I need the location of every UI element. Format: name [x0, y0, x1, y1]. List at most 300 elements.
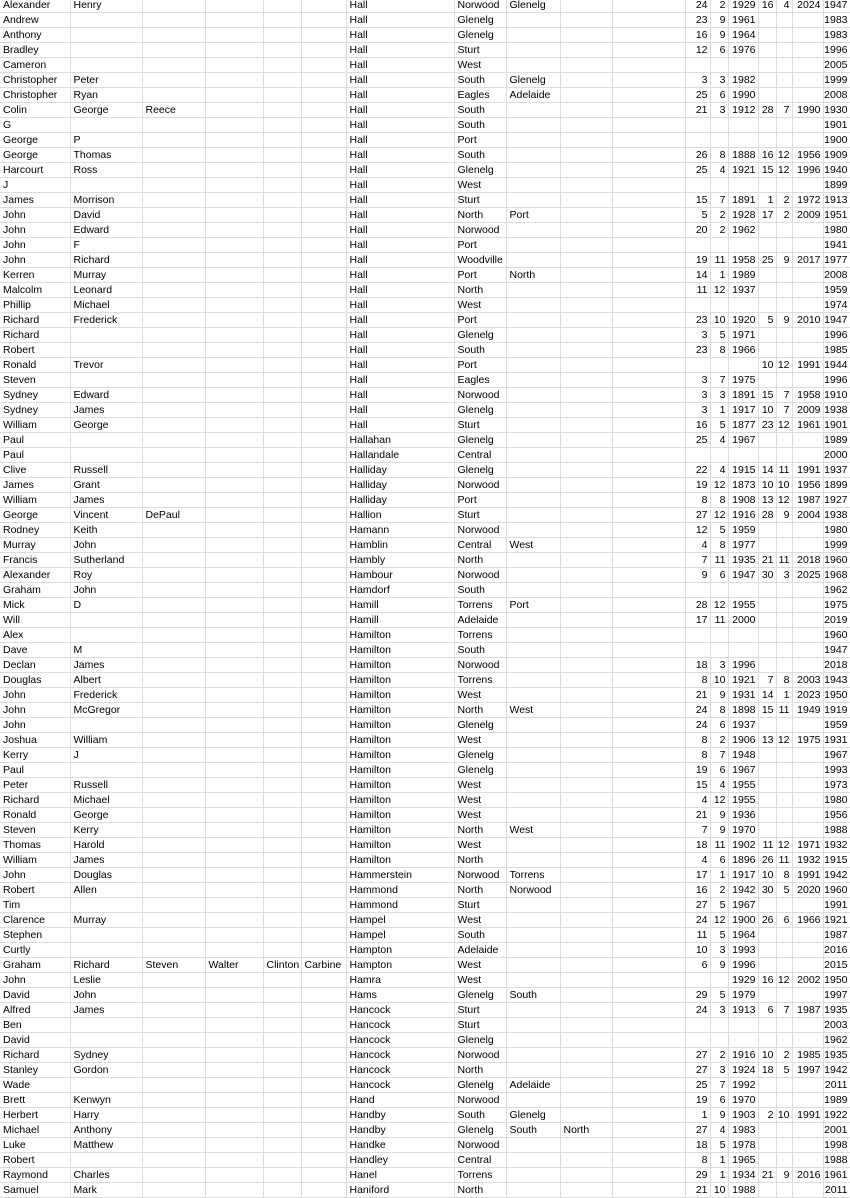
cell[interactable]: 8	[685, 1153, 710, 1168]
cell[interactable]: 11	[685, 928, 710, 943]
cell[interactable]: 10	[710, 673, 728, 688]
cell[interactable]	[301, 733, 346, 748]
cell[interactable]	[506, 808, 560, 823]
cell[interactable]	[263, 1018, 301, 1033]
cell[interactable]	[612, 43, 685, 58]
cell[interactable]: 23	[685, 313, 710, 328]
cell[interactable]: Hampel	[346, 913, 454, 928]
cell[interactable]: Henry	[70, 0, 142, 13]
cell[interactable]: 15	[758, 388, 776, 403]
cell[interactable]	[612, 1153, 685, 1168]
cell[interactable]	[776, 538, 792, 553]
cell[interactable]: 2	[710, 208, 728, 223]
cell[interactable]	[560, 208, 612, 223]
cell[interactable]	[758, 328, 776, 343]
cell[interactable]: Christopher	[0, 73, 70, 88]
cell[interactable]: James	[70, 853, 142, 868]
cell[interactable]	[506, 463, 560, 478]
cell[interactable]	[685, 238, 710, 253]
cell[interactable]: William	[70, 733, 142, 748]
cell[interactable]: 24	[685, 0, 710, 13]
cell[interactable]: Port	[506, 208, 560, 223]
cell[interactable]	[560, 538, 612, 553]
cell[interactable]: Edward	[70, 388, 142, 403]
cell[interactable]: Paul	[0, 448, 70, 463]
cell[interactable]: 12	[776, 973, 792, 988]
cell[interactable]	[560, 58, 612, 73]
cell[interactable]	[506, 733, 560, 748]
cell[interactable]	[506, 793, 560, 808]
cell[interactable]: Hamilton	[346, 673, 454, 688]
cell[interactable]: 26	[758, 853, 776, 868]
cell[interactable]	[205, 913, 263, 928]
cell[interactable]: 25	[685, 433, 710, 448]
cell[interactable]: 1938	[823, 403, 850, 418]
cell[interactable]	[263, 1108, 301, 1123]
cell[interactable]	[205, 1018, 263, 1033]
cell[interactable]	[205, 343, 263, 358]
cell[interactable]	[142, 688, 205, 703]
cell[interactable]	[758, 343, 776, 358]
cell[interactable]: Murray	[0, 538, 70, 553]
cell[interactable]	[301, 1033, 346, 1048]
cell[interactable]: Cameron	[0, 58, 70, 73]
cell[interactable]	[560, 433, 612, 448]
cell[interactable]: Hall	[346, 208, 454, 223]
cell[interactable]: 3	[710, 943, 728, 958]
cell[interactable]	[205, 73, 263, 88]
cell[interactable]: 21	[758, 1168, 776, 1183]
cell[interactable]	[263, 373, 301, 388]
cell[interactable]	[263, 868, 301, 883]
cell[interactable]	[70, 43, 142, 58]
cell[interactable]: Kenwyn	[70, 1093, 142, 1108]
cell[interactable]	[506, 853, 560, 868]
cell[interactable]: 11	[710, 253, 728, 268]
cell[interactable]	[560, 103, 612, 118]
cell[interactable]	[560, 463, 612, 478]
cell[interactable]: 1985	[792, 1048, 823, 1063]
cell[interactable]	[792, 133, 823, 148]
cell[interactable]	[205, 838, 263, 853]
cell[interactable]	[792, 1183, 823, 1198]
cell[interactable]: 1900	[823, 133, 850, 148]
cell[interactable]: Thomas	[70, 148, 142, 163]
cell[interactable]: P	[70, 133, 142, 148]
cell[interactable]	[612, 808, 685, 823]
cell[interactable]: West	[454, 778, 506, 793]
cell[interactable]	[612, 673, 685, 688]
cell[interactable]: Thomas	[0, 838, 70, 853]
cell[interactable]	[612, 478, 685, 493]
cell[interactable]	[142, 718, 205, 733]
cell[interactable]	[612, 1093, 685, 1108]
cell[interactable]: West	[454, 58, 506, 73]
cell[interactable]	[776, 1018, 792, 1033]
cell[interactable]	[612, 373, 685, 388]
cell[interactable]	[685, 973, 710, 988]
cell[interactable]	[612, 178, 685, 193]
cell[interactable]: Hall	[346, 253, 454, 268]
cell[interactable]	[506, 358, 560, 373]
cell[interactable]: Douglas	[0, 673, 70, 688]
cell[interactable]: 1975	[728, 373, 758, 388]
cell[interactable]	[776, 118, 792, 133]
cell[interactable]: 9	[710, 688, 728, 703]
cell[interactable]: Haniford	[346, 1183, 454, 1198]
cell[interactable]: Glenelg	[506, 0, 560, 13]
cell[interactable]: Norwood	[454, 868, 506, 883]
cell[interactable]	[205, 1003, 263, 1018]
cell[interactable]: 1947	[823, 643, 850, 658]
cell[interactable]	[792, 778, 823, 793]
cell[interactable]	[612, 28, 685, 43]
cell[interactable]: 1951	[823, 208, 850, 223]
cell[interactable]	[301, 103, 346, 118]
cell[interactable]	[792, 343, 823, 358]
cell[interactable]: Gordon	[70, 1063, 142, 1078]
cell[interactable]: 1974	[823, 298, 850, 313]
cell[interactable]: Stanley	[0, 1063, 70, 1078]
cell[interactable]	[142, 43, 205, 58]
cell[interactable]: Sydney	[70, 1048, 142, 1063]
cell[interactable]: Leslie	[70, 973, 142, 988]
cell[interactable]	[142, 1033, 205, 1048]
cell[interactable]	[792, 943, 823, 958]
cell[interactable]: 9	[710, 28, 728, 43]
cell[interactable]	[142, 583, 205, 598]
cell[interactable]: South	[454, 643, 506, 658]
cell[interactable]: 11	[776, 853, 792, 868]
cell[interactable]: Hamilton	[346, 808, 454, 823]
cell[interactable]: Hallandale	[346, 448, 454, 463]
cell[interactable]: McGregor	[70, 703, 142, 718]
cell[interactable]	[263, 928, 301, 943]
cell[interactable]: Handby	[346, 1123, 454, 1138]
cell[interactable]: Roy	[70, 568, 142, 583]
cell[interactable]	[205, 1048, 263, 1063]
cell[interactable]	[142, 613, 205, 628]
cell[interactable]: 12	[776, 358, 792, 373]
cell[interactable]	[263, 298, 301, 313]
cell[interactable]: 1950	[823, 688, 850, 703]
cell[interactable]	[612, 433, 685, 448]
cell[interactable]	[612, 1018, 685, 1033]
cell[interactable]: 1900	[728, 913, 758, 928]
cell[interactable]	[728, 448, 758, 463]
cell[interactable]	[506, 1018, 560, 1033]
cell[interactable]: George	[70, 808, 142, 823]
cell[interactable]: Hampton	[346, 958, 454, 973]
cell[interactable]: Hall	[346, 148, 454, 163]
cell[interactable]	[70, 58, 142, 73]
cell[interactable]: 1987	[792, 1003, 823, 1018]
cell[interactable]: 14	[758, 688, 776, 703]
cell[interactable]: Hallahan	[346, 433, 454, 448]
cell[interactable]: Hamilton	[346, 853, 454, 868]
cell[interactable]: 1913	[823, 193, 850, 208]
cell[interactable]	[612, 973, 685, 988]
cell[interactable]	[612, 1003, 685, 1018]
cell[interactable]: 8	[685, 733, 710, 748]
cell[interactable]: Richard	[0, 313, 70, 328]
cell[interactable]	[205, 1153, 263, 1168]
cell[interactable]	[205, 418, 263, 433]
cell[interactable]	[142, 463, 205, 478]
cell[interactable]: Glenelg	[506, 1108, 560, 1123]
cell[interactable]: 1928	[728, 208, 758, 223]
cell[interactable]: 22	[685, 463, 710, 478]
cell[interactable]: 1	[710, 868, 728, 883]
cell[interactable]: Peter	[0, 778, 70, 793]
cell[interactable]	[205, 508, 263, 523]
cell[interactable]: Kerry	[70, 823, 142, 838]
cell[interactable]	[560, 643, 612, 658]
cell[interactable]	[142, 898, 205, 913]
cell[interactable]	[142, 493, 205, 508]
cell[interactable]: 12	[710, 283, 728, 298]
cell[interactable]: 1947	[823, 313, 850, 328]
cell[interactable]	[263, 103, 301, 118]
cell[interactable]	[612, 643, 685, 658]
cell[interactable]: 2008	[823, 88, 850, 103]
cell[interactable]	[142, 298, 205, 313]
cell[interactable]	[263, 478, 301, 493]
cell[interactable]	[560, 448, 612, 463]
cell[interactable]: 1997	[823, 988, 850, 1003]
cell[interactable]: 15	[758, 703, 776, 718]
cell[interactable]: Central	[454, 1153, 506, 1168]
cell[interactable]: 2019	[823, 613, 850, 628]
cell[interactable]	[792, 118, 823, 133]
cell[interactable]: 2003	[823, 1018, 850, 1033]
cell[interactable]	[142, 88, 205, 103]
cell[interactable]: Graham	[0, 958, 70, 973]
cell[interactable]	[776, 523, 792, 538]
cell[interactable]	[776, 1183, 792, 1198]
cell[interactable]: John	[70, 988, 142, 1003]
cell[interactable]	[560, 628, 612, 643]
cell[interactable]	[560, 928, 612, 943]
cell[interactable]: Russell	[70, 778, 142, 793]
cell[interactable]	[205, 598, 263, 613]
cell[interactable]	[205, 553, 263, 568]
cell[interactable]: Hall	[346, 178, 454, 193]
cell[interactable]: 1	[710, 268, 728, 283]
cell[interactable]	[205, 178, 263, 193]
cell[interactable]: Kerren	[0, 268, 70, 283]
cell[interactable]	[263, 598, 301, 613]
cell[interactable]	[142, 1168, 205, 1183]
cell[interactable]	[728, 628, 758, 643]
cell[interactable]	[710, 298, 728, 313]
cell[interactable]	[560, 613, 612, 628]
cell[interactable]	[301, 628, 346, 643]
cell[interactable]	[70, 1033, 142, 1048]
cell[interactable]	[205, 613, 263, 628]
cell[interactable]	[263, 58, 301, 73]
cell[interactable]	[205, 1183, 263, 1198]
cell[interactable]: Norwood	[454, 1093, 506, 1108]
cell[interactable]	[301, 553, 346, 568]
cell[interactable]: Michael	[70, 793, 142, 808]
cell[interactable]	[301, 193, 346, 208]
cell[interactable]	[205, 13, 263, 28]
cell[interactable]	[263, 343, 301, 358]
cell[interactable]	[560, 43, 612, 58]
cell[interactable]: 9	[710, 808, 728, 823]
cell[interactable]: 1975	[823, 598, 850, 613]
cell[interactable]	[506, 568, 560, 583]
cell[interactable]	[263, 463, 301, 478]
cell[interactable]: 2	[710, 0, 728, 13]
cell[interactable]	[205, 373, 263, 388]
cell[interactable]: 15	[685, 193, 710, 208]
cell[interactable]: 4	[710, 433, 728, 448]
cell[interactable]	[301, 298, 346, 313]
cell[interactable]: 1977	[728, 538, 758, 553]
cell[interactable]: 1935	[823, 1048, 850, 1063]
cell[interactable]	[301, 1183, 346, 1198]
cell[interactable]	[142, 478, 205, 493]
cell[interactable]	[612, 343, 685, 358]
cell[interactable]	[506, 103, 560, 118]
cell[interactable]	[560, 388, 612, 403]
cell[interactable]	[792, 718, 823, 733]
cell[interactable]: 1968	[823, 568, 850, 583]
cell[interactable]	[70, 343, 142, 358]
cell[interactable]	[758, 28, 776, 43]
cell[interactable]	[776, 28, 792, 43]
cell[interactable]	[710, 643, 728, 658]
cell[interactable]: 11	[710, 613, 728, 628]
cell[interactable]: 1962	[823, 583, 850, 598]
cell[interactable]: 1991	[792, 358, 823, 373]
cell[interactable]	[506, 1003, 560, 1018]
cell[interactable]	[142, 178, 205, 193]
cell[interactable]	[560, 118, 612, 133]
cell[interactable]: James	[70, 493, 142, 508]
cell[interactable]	[792, 298, 823, 313]
cell[interactable]: 16	[685, 418, 710, 433]
cell[interactable]: Ryan	[70, 88, 142, 103]
cell[interactable]: Hall	[346, 298, 454, 313]
cell[interactable]	[612, 193, 685, 208]
cell[interactable]	[263, 718, 301, 733]
cell[interactable]	[142, 658, 205, 673]
cell[interactable]: 1978	[728, 1138, 758, 1153]
cell[interactable]: 13	[758, 733, 776, 748]
cell[interactable]	[612, 13, 685, 28]
cell[interactable]: 9	[776, 313, 792, 328]
cell[interactable]: Hamilton	[346, 688, 454, 703]
cell[interactable]: 4	[710, 163, 728, 178]
cell[interactable]	[142, 763, 205, 778]
cell[interactable]	[776, 43, 792, 58]
cell[interactable]	[506, 1063, 560, 1078]
cell[interactable]	[560, 478, 612, 493]
cell[interactable]	[758, 958, 776, 973]
cell[interactable]: 1972	[792, 193, 823, 208]
cell[interactable]	[142, 553, 205, 568]
cell[interactable]	[612, 0, 685, 13]
cell[interactable]	[263, 493, 301, 508]
cell[interactable]: 23	[685, 343, 710, 358]
cell[interactable]	[792, 928, 823, 943]
cell[interactable]: 24	[685, 703, 710, 718]
cell[interactable]: 26	[758, 913, 776, 928]
cell[interactable]: Wade	[0, 1078, 70, 1093]
cell[interactable]	[70, 1153, 142, 1168]
cell[interactable]: 12	[710, 793, 728, 808]
cell[interactable]: Hancock	[346, 1018, 454, 1033]
cell[interactable]: Sturt	[454, 898, 506, 913]
cell[interactable]	[728, 133, 758, 148]
cell[interactable]	[205, 988, 263, 1003]
cell[interactable]: 1942	[728, 883, 758, 898]
cell[interactable]	[142, 913, 205, 928]
cell[interactable]: Peter	[70, 73, 142, 88]
cell[interactable]	[301, 763, 346, 778]
cell[interactable]	[560, 1033, 612, 1048]
cell[interactable]: 1960	[823, 553, 850, 568]
cell[interactable]	[612, 388, 685, 403]
cell[interactable]: 20	[685, 223, 710, 238]
cell[interactable]	[263, 1048, 301, 1063]
cell[interactable]: Hamann	[346, 523, 454, 538]
cell[interactable]: 1962	[728, 223, 758, 238]
cell[interactable]: Handby	[346, 1108, 454, 1123]
cell[interactable]	[506, 1033, 560, 1048]
cell[interactable]: Charles	[70, 1168, 142, 1183]
cell[interactable]	[205, 823, 263, 838]
cell[interactable]	[776, 748, 792, 763]
cell[interactable]	[612, 58, 685, 73]
cell[interactable]: 15	[758, 163, 776, 178]
cell[interactable]	[301, 1003, 346, 1018]
cell[interactable]	[301, 838, 346, 853]
cell[interactable]: Glenelg	[454, 13, 506, 28]
cell[interactable]	[560, 88, 612, 103]
cell[interactable]	[263, 628, 301, 643]
cell[interactable]: Hall	[346, 358, 454, 373]
cell[interactable]	[301, 133, 346, 148]
cell[interactable]: West	[454, 808, 506, 823]
cell[interactable]: 1991	[792, 1108, 823, 1123]
cell[interactable]: 10	[758, 403, 776, 418]
cell[interactable]: 16	[758, 973, 776, 988]
cell[interactable]	[560, 1003, 612, 1018]
cell[interactable]: Glenelg	[506, 73, 560, 88]
cell[interactable]: Clinton	[263, 958, 301, 973]
cell[interactable]	[560, 748, 612, 763]
cell[interactable]	[142, 1003, 205, 1018]
cell[interactable]	[612, 898, 685, 913]
cell[interactable]	[560, 988, 612, 1003]
cell[interactable]	[205, 523, 263, 538]
cell[interactable]: 9	[776, 1168, 792, 1183]
cell[interactable]	[205, 283, 263, 298]
cell[interactable]: 1950	[823, 973, 850, 988]
cell[interactable]	[612, 208, 685, 223]
cell[interactable]	[560, 403, 612, 418]
cell[interactable]	[612, 463, 685, 478]
cell[interactable]	[205, 268, 263, 283]
cell[interactable]: Torrens	[454, 598, 506, 613]
cell[interactable]	[263, 763, 301, 778]
cell[interactable]: Norwood	[454, 478, 506, 493]
cell[interactable]: Alex	[0, 628, 70, 643]
